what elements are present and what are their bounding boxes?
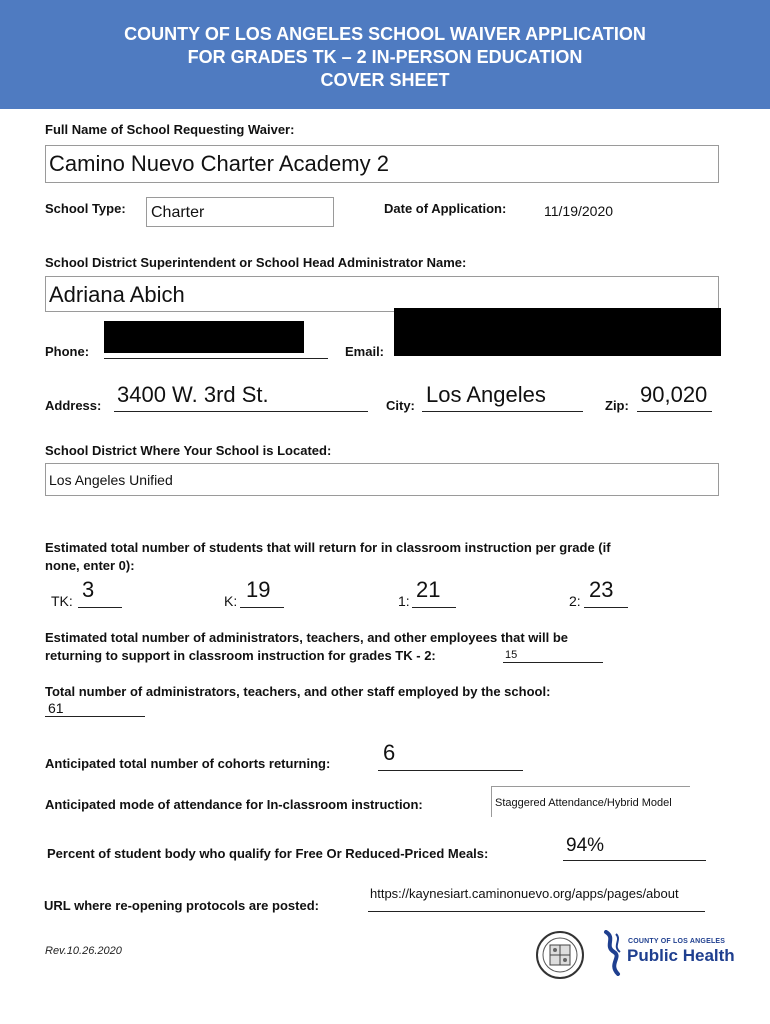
staff-returning-label-line-2: returning to support in classroom instruction for grades TK - 2: (45, 648, 436, 663)
staff-total-value: 61 (48, 700, 64, 716)
students-label-line-1: Estimated total number of students that will return for in classroom instruction per grade (if (45, 540, 611, 555)
school-type-field[interactable] (146, 197, 334, 227)
zip-field[interactable] (637, 380, 712, 412)
grade-2-value: 23 (589, 577, 614, 602)
cover-sheet-header (0, 0, 770, 109)
zip-value: 90,020 (640, 382, 708, 407)
k-label: K: (224, 593, 238, 609)
email-label: Email: (345, 344, 385, 359)
staff-total-label: Total number of administrators, teachers, and other staff employed by the school: (45, 684, 551, 699)
cohorts-label: Anticipated total number of cohorts returning: (45, 756, 331, 771)
grade-1-label: 1: (398, 593, 410, 609)
public-health-title: Public Health (627, 946, 735, 965)
attendance-mode-value: Staggered Attendance/Hybrid Model (495, 797, 672, 809)
attendance-mode-label: Anticipated mode of attendance for In-classroom instruction: (45, 797, 423, 812)
staff-total-field[interactable] (45, 700, 145, 717)
header-title-line-1: COUNTY OF LOS ANGELES SCHOOL WAIVER APPLICATION (124, 24, 646, 44)
administrator-name-label: School District Superintendent or School Head Administrator Name: (45, 255, 467, 270)
school-type-value: Charter (151, 204, 205, 221)
tk-label: TK: (51, 593, 73, 609)
grade-1-field[interactable] (412, 575, 456, 608)
frpm-value: 94% (566, 835, 605, 856)
school-type-label: School Type: (45, 201, 126, 216)
k-value: 19 (246, 577, 271, 602)
city-value: Los Angeles (426, 382, 546, 407)
revision-date: Rev.10.26.2020 (45, 945, 122, 957)
administrator-name-field[interactable] (45, 276, 719, 312)
tk-field[interactable] (78, 575, 122, 608)
public-health-logo-icon (600, 930, 626, 976)
grade-1-value: 21 (416, 577, 441, 602)
frpm-field[interactable] (563, 832, 706, 861)
county-seal-icon (535, 930, 585, 980)
frpm-label: Percent of student body who qualify for Free Or Reduced-Priced Meals: (47, 846, 489, 861)
staff-returning-value: 15 (505, 649, 518, 661)
district-value: Los Angeles Unified (49, 472, 173, 488)
public-health-county-text: COUNTY OF LOS ANGELES (628, 938, 726, 945)
phone-redaction (104, 321, 304, 353)
staff-returning-field[interactable] (503, 648, 603, 663)
address-label: Address: (45, 398, 102, 413)
school-name-field[interactable] (45, 145, 719, 183)
school-name-label: Full Name of School Requesting Waiver: (45, 122, 295, 137)
zip-label: Zip: (605, 398, 629, 413)
grade-2-label: 2: (569, 593, 581, 609)
url-field[interactable] (368, 884, 705, 912)
staff-returning-label-line-1: Estimated total number of administrators, teachers, and other employees that will be (45, 630, 569, 645)
address-value: 3400 W. 3rd St. (117, 382, 269, 407)
grade-2-field[interactable] (584, 575, 628, 608)
k-field[interactable] (240, 575, 284, 608)
city-label: City: (386, 398, 415, 413)
students-label-line-2: none, enter 0): (45, 558, 135, 573)
administrator-name-value: Adriana Abich (49, 282, 185, 307)
address-field[interactable] (114, 380, 368, 412)
header-title-line-2: FOR GRADES TK – 2 IN-PERSON EDUCATION (187, 47, 583, 67)
district-field[interactable] (45, 463, 719, 496)
email-redaction[interactable] (394, 308, 721, 356)
district-label: School District Where Your School is Located: (45, 443, 332, 458)
attendance-mode-field[interactable] (491, 786, 690, 817)
url-value: https://kaynesiart.caminonuevo.org/apps/pages/about (370, 886, 679, 901)
date-of-application-label: Date of Application: (384, 201, 507, 216)
cohorts-value: 6 (383, 740, 396, 765)
tk-value: 3 (82, 577, 95, 602)
header-title-line-3: COVER SHEET (320, 70, 450, 90)
url-label: URL where re-opening protocols are posted: (44, 898, 319, 913)
city-field[interactable] (422, 380, 583, 412)
school-name-value: Camino Nuevo Charter Academy 2 (49, 151, 389, 176)
date-of-application-value[interactable]: 11/19/2020 (544, 203, 614, 219)
phone-label: Phone: (45, 344, 90, 359)
cohorts-field[interactable] (378, 740, 523, 771)
